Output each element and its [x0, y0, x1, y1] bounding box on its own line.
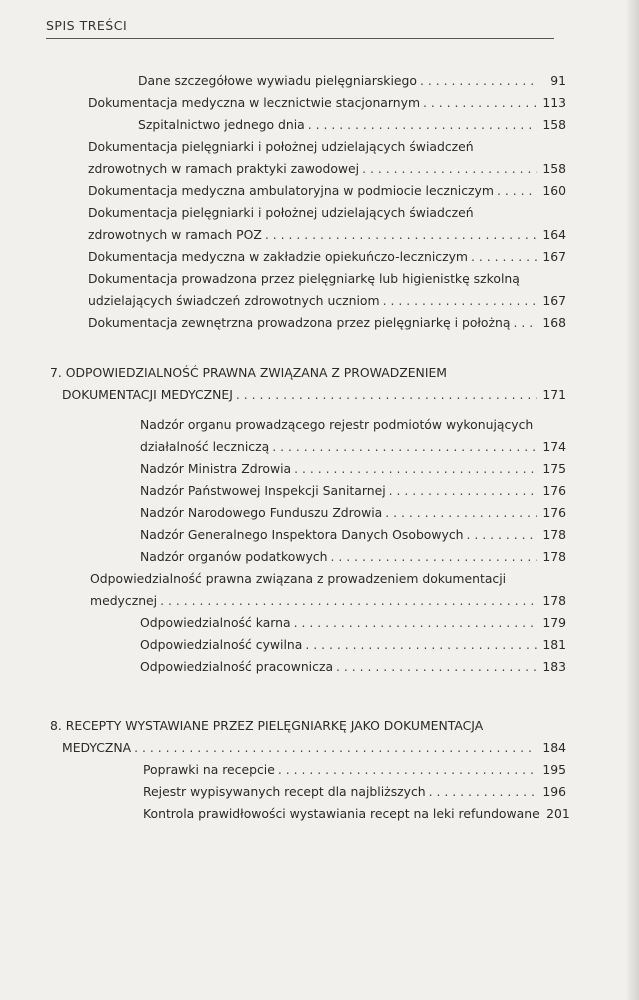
leader-dots — [305, 634, 537, 656]
toc-entry-title: Kontrola prawidłowości wystawiania recept na leki refundowane — [143, 806, 540, 821]
leader-dots — [236, 384, 537, 406]
toc-entry-title: Odpowiedzialność pracownicza — [140, 659, 334, 674]
running-header: SPIS TREŚCI — [46, 18, 554, 39]
toc-entry-page: 91 — [550, 73, 566, 88]
toc-entry-title: zdrowotnych w ramach POZ — [88, 227, 262, 242]
toc-entry[interactable] — [140, 480, 566, 502]
toc-entry[interactable] — [140, 612, 566, 634]
toc-entry[interactable] — [140, 502, 566, 524]
toc-entry[interactable] — [90, 568, 566, 612]
toc-entry-page: 195 — [542, 762, 566, 777]
toc-entry-title-line: Dokumentacja prowadzona przez pielęgniarkę lub higienistkę szkolną — [88, 271, 520, 286]
toc-entry-title: Poprawki na recepcie — [143, 762, 275, 777]
leader-dots — [134, 737, 537, 759]
toc-entry[interactable] — [88, 202, 566, 246]
toc-entry[interactable] — [140, 656, 566, 678]
leader-dots — [294, 612, 537, 634]
toc-entry-title: Nadzór Państwowej Inspekcji Sanitarnej — [140, 483, 386, 498]
toc-entry-title: Nadzór Narodowego Funduszu Zdrowia — [140, 505, 383, 520]
toc-entry[interactable] — [88, 246, 566, 268]
leader-dots — [383, 290, 537, 312]
toc-entry[interactable] — [143, 759, 566, 781]
toc-entry[interactable] — [138, 70, 566, 92]
leader-dots — [385, 502, 537, 524]
toc-entry-title-line: Nadzór organu prowadzącego rejestr podmiotów wykonujących — [140, 417, 534, 432]
toc-entry[interactable] — [143, 803, 570, 825]
toc-entry-title-line: Dokumentacja pielęgniarki i położnej udzielających świadczeń — [88, 205, 474, 220]
toc-entry[interactable] — [140, 414, 566, 458]
toc-entry-title-line: Odpowiedzialność prawna związana z prowadzeniem dokumentacji — [90, 571, 507, 586]
toc-entry[interactable] — [138, 114, 566, 136]
toc-entry[interactable] — [140, 546, 566, 568]
toc-entry-page: 183 — [542, 659, 566, 674]
toc-entry-page: 178 — [542, 527, 566, 542]
toc-entry-title: Odpowiedzialność cywilna — [140, 637, 303, 652]
toc-chapter-7[interactable] — [50, 362, 566, 406]
leader-dots — [308, 114, 537, 136]
toc-entry-page: 167 — [542, 249, 566, 264]
toc-entry-title: Nadzór Generalnego Inspektora Danych Osobowych — [140, 527, 464, 542]
toc-entry-title: zdrowotnych w ramach praktyki zawodowej — [88, 161, 360, 176]
toc-entry-page: 167 — [542, 293, 566, 308]
leader-dots — [160, 590, 537, 612]
toc-entry-page: 181 — [542, 637, 566, 652]
chapter-title-line: 7. ODPOWIEDZIALNOŚĆ PRAWNA ZWIĄZANA Z PROWADZENIEM — [50, 365, 447, 380]
toc-entry-title: Odpowiedzialność karna — [140, 615, 291, 630]
leader-dots — [389, 480, 537, 502]
toc-entry-page: 176 — [542, 483, 566, 498]
toc-entry-title-line: Dokumentacja pielęgniarki i położnej udzielających świadczeń — [88, 139, 474, 154]
toc-entry-page: 158 — [542, 117, 566, 132]
chapter-page: 171 — [542, 387, 566, 402]
toc-entry-title: Nadzór organów podatkowych — [140, 549, 328, 564]
chapter-page: 184 — [542, 740, 566, 755]
toc-entry[interactable] — [140, 458, 566, 480]
toc-entry-page: 176 — [542, 505, 566, 520]
toc-entry-title: Szpitalnictwo jednego dnia — [138, 117, 305, 132]
toc-entry-page: 113 — [542, 95, 566, 110]
leader-dots — [423, 92, 537, 114]
leader-dots — [294, 458, 537, 480]
toc-entry-page: 178 — [542, 549, 566, 564]
toc-entry[interactable] — [143, 781, 566, 803]
page-edge-shadow — [625, 0, 639, 1000]
toc-entry[interactable] — [88, 312, 566, 334]
toc-entry-page: 178 — [542, 593, 566, 608]
toc-entry-title: Dokumentacja zewnętrzna prowadzona przez pielęgniarkę i położną — [88, 315, 511, 330]
toc-entry-title: udzielających świadczeń zdrowotnych uczniom — [88, 293, 380, 308]
leader-dots — [513, 312, 537, 334]
toc-entry-page: 196 — [542, 784, 566, 799]
toc-entry[interactable] — [88, 268, 566, 312]
toc-entry[interactable] — [140, 524, 566, 546]
toc-entry-page: 179 — [542, 615, 566, 630]
toc-entry-page: 201 — [546, 806, 570, 821]
toc-entry-title: Dokumentacja medyczna w zakładzie opiekuńczo-leczniczym — [88, 249, 468, 264]
toc-entry-title: medycznej — [90, 593, 158, 608]
toc-entry-page: 164 — [542, 227, 566, 242]
toc-entry-title: Rejestr wypisywanych recept dla najbliższych — [143, 784, 426, 799]
leader-dots — [272, 436, 537, 458]
leader-dots — [336, 656, 537, 678]
leader-dots — [467, 524, 537, 546]
toc-entry[interactable] — [88, 92, 566, 114]
toc-entry[interactable] — [140, 634, 566, 656]
toc-entry[interactable] — [88, 136, 566, 180]
toc-entry-title: Dane szczegółowe wywiadu pielęgniarskiego — [138, 73, 417, 88]
toc-entry-page: 175 — [542, 461, 566, 476]
leader-dots — [429, 781, 537, 803]
toc-entry-title: działalność leczniczą — [140, 439, 270, 454]
toc-entry-page: 168 — [542, 315, 566, 330]
chapter-title: MEDYCZNA — [62, 740, 132, 755]
chapter-title: DOKUMENTACJI MEDYCZNEJ — [62, 387, 233, 402]
toc-entry-page: 160 — [542, 183, 566, 198]
leader-dots — [420, 70, 537, 92]
toc-entry[interactable] — [88, 180, 566, 202]
toc-entry-title: Nadzór Ministra Zdrowia — [140, 461, 292, 476]
leader-dots — [265, 224, 537, 246]
leader-dots — [362, 158, 537, 180]
leader-dots — [497, 180, 537, 202]
chapter-title-line: 8. RECEPTY WYSTAWIANE PRZEZ PIELĘGNIARKĘ JAKO DOKUMENTACJA — [50, 718, 484, 733]
toc-chapter-8[interactable] — [50, 715, 566, 759]
toc-entry-title: Dokumentacja medyczna ambulatoryjna w podmiocie leczniczym — [88, 183, 494, 198]
leader-dots — [330, 546, 537, 568]
leader-dots — [471, 246, 537, 268]
toc-entry-page: 158 — [542, 161, 566, 176]
toc-entry-title: Dokumentacja medyczna w lecznictwie stacjonarnym — [88, 95, 421, 110]
leader-dots — [278, 759, 537, 781]
toc-entry-page: 174 — [542, 439, 566, 454]
